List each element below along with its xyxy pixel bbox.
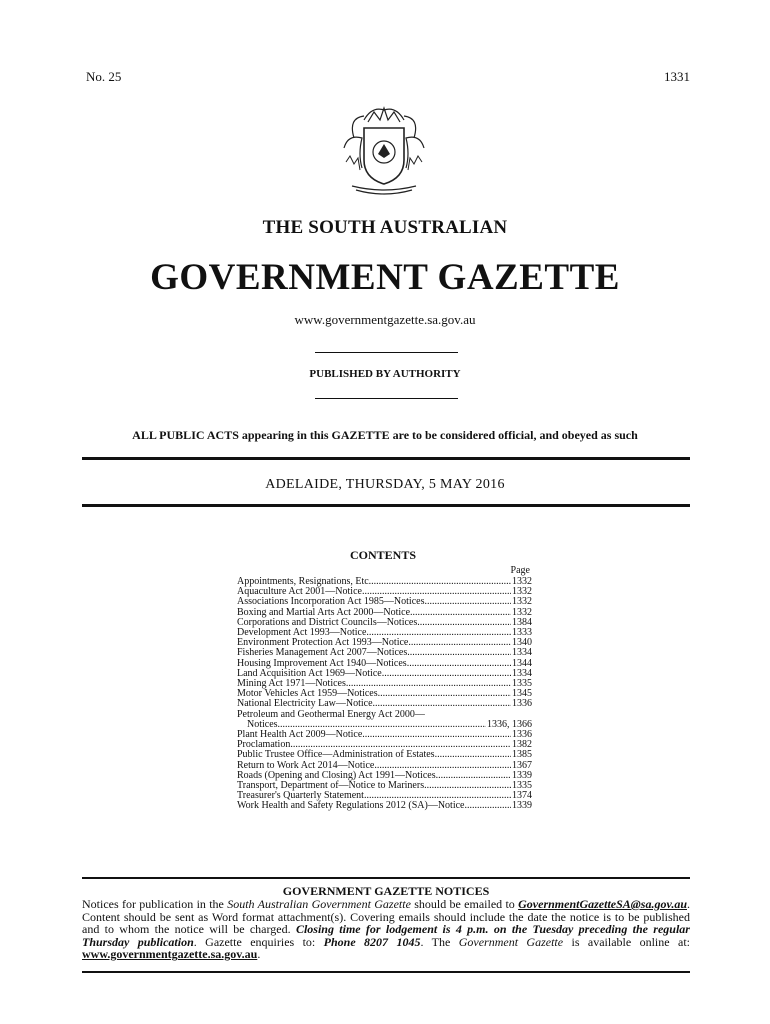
contents-item-page: 1334	[512, 667, 532, 679]
thick-divider	[82, 504, 690, 507]
contents-item-title: Motor Vehicles Act 1959—Notices	[237, 688, 378, 700]
contents-item-title: Housing Improvement Act 1940—Notices	[237, 657, 407, 669]
notices-title: GOVERNMENT GAZETTE NOTICES	[282, 884, 490, 898]
contents-item-page: 1336	[512, 698, 532, 710]
divider-rule	[315, 352, 458, 353]
phone-number: Phone 8207 1045	[323, 934, 421, 949]
contents-item-title: Corporations and District Councils—Notices	[237, 616, 418, 628]
notices-body	[82, 898, 690, 961]
contents-item-title: Mining Act 1971—Notices	[237, 678, 346, 690]
closing-time-text: Closing time for lodgement is 4 p.m. on the Tuesday preceding the regular Thursday publication	[82, 922, 690, 949]
contents-item-page: 1339	[512, 800, 532, 812]
notice-text: is available online at:	[563, 934, 690, 949]
leader-dots	[382, 669, 511, 679]
contents-item-page: 1382	[512, 739, 532, 751]
contents-item-page: 1335	[512, 780, 532, 792]
contents-item-title: Aquaculture Act 2001—Notice	[237, 586, 362, 598]
contents-item-page: 1384	[512, 616, 532, 628]
notice-text-italic: Government Gazette	[458, 934, 564, 949]
leader-dots	[424, 781, 511, 791]
leader-dots	[371, 577, 511, 587]
leader-dots	[410, 608, 511, 618]
contents-item-page: 1385	[512, 749, 532, 761]
contents-item-title: Notices	[247, 718, 278, 730]
contents-item-page: 1334	[512, 647, 532, 659]
leader-dots	[436, 771, 511, 781]
contents-item-page: 1344	[512, 657, 532, 669]
contents-item-title: National Electricity Law—Notice	[237, 698, 373, 710]
notice-text: Notices for publication in the	[82, 897, 228, 911]
notice-text: should be emailed to	[410, 897, 519, 911]
contents-item-title: Public Trustee Office—Administration of Estates	[237, 749, 435, 761]
leader-dots	[407, 659, 511, 669]
gazette-notices-box	[82, 877, 690, 973]
public-acts-statement: ALL PUBLIC ACTS appearing in this GAZETTE are to be considered official, and obeyed as such	[132, 428, 638, 442]
masthead-subtitle: THE SOUTH AUSTRALIAN	[262, 217, 508, 238]
leader-dots	[378, 689, 511, 699]
table-of-contents	[237, 577, 532, 812]
contents-item-page: 1335	[512, 678, 532, 690]
leader-dots	[408, 638, 511, 648]
contents-item-page: 1332	[512, 596, 532, 608]
contents-item-page: 1367	[512, 759, 532, 771]
contents-item-page: 1345	[512, 688, 532, 700]
thick-divider	[82, 457, 690, 460]
authority-line: PUBLISHED BY AUTHORITY	[309, 368, 461, 380]
contents-item-page: 1340	[512, 637, 532, 649]
issue-number: No. 25	[86, 69, 122, 84]
notice-text: . The	[420, 934, 459, 949]
contents-item-title: Boxing and Martial Arts Act 2000—Notice	[237, 606, 411, 618]
dateline: ADELAIDE, THURSDAY, 5 MAY 2016	[265, 477, 505, 492]
website-address: www.governmentgazette.sa.gov.au	[294, 312, 476, 327]
contents-item-title: Treasurer's Quarterly Statement	[237, 790, 364, 802]
contents-item-page: 1332	[512, 576, 532, 587]
leader-dots	[464, 801, 511, 811]
contents-item-title: Appointments, Resignations, Etc.	[237, 576, 372, 587]
contents-item-title: Proclamation	[237, 739, 291, 751]
contents-item-page: 1336, 1366	[487, 718, 532, 730]
contents-item-page: 1332	[512, 606, 532, 618]
notice-text: . Content should be sent as Word format attachment(s). Covering emails should include the date the notice is to be published and to whom the notice will be charged.	[82, 897, 690, 937]
contents-item-title: Associations Incorporation Act 1985—Notices	[237, 596, 425, 608]
masthead-title: GOVERNMENT GAZETTE	[150, 257, 620, 298]
contents-item	[237, 801, 532, 811]
contents-item-title: Work Health and Safety Regulations 2012 (SA)—Notice	[237, 800, 465, 812]
email-link[interactable]: GovernmentGazetteSA@sa.gov.au	[518, 897, 687, 911]
contents-page-label: Page	[510, 565, 530, 576]
leader-dots	[362, 730, 511, 740]
leader-dots	[407, 648, 511, 658]
contents-item-title: Environment Protection Act 1993—Notice	[237, 637, 409, 649]
contents-item-title: Transport, Department of—Notice to Mariners	[237, 780, 425, 792]
leader-dots	[424, 597, 511, 607]
contents-item-page: 1374	[512, 790, 532, 802]
contents-item-page: 1332	[512, 586, 532, 598]
contents-item-title: Plant Health Act 2009—Notice	[237, 729, 363, 741]
contents-item-title: Petroleum and Geothermal Energy Act 2000—	[237, 708, 425, 720]
contents-item-page: 1333	[512, 627, 532, 639]
contents-item-title: Roads (Opening and Closing) Act 1991—Notices	[237, 769, 436, 781]
page-number: 1331	[664, 69, 690, 84]
leader-dots	[417, 618, 511, 628]
divider-rule	[315, 398, 458, 399]
contents-item-page: 1336	[512, 729, 532, 741]
contents-item-title: Return to Work Act 2014—Notice	[237, 759, 375, 771]
contents-item-title: Land Acquisition Act 1969—Notice	[237, 667, 382, 679]
contents-heading: CONTENTS	[350, 548, 417, 562]
notice-text: .	[257, 947, 261, 962]
contents-item-title: Fisheries Management Act 2007—Notices	[237, 647, 408, 659]
coat-of-arms-icon	[334, 98, 434, 200]
notice-text: . Gazette enquiries to:	[193, 934, 324, 949]
leader-dots	[435, 750, 511, 760]
notice-text-italic: South Australian Government Gazette	[227, 897, 411, 911]
contents-item-page: 1339	[512, 769, 532, 781]
website-link[interactable]: www.governmentgazette.sa.gov.au	[82, 947, 258, 962]
contents-item-title: Development Act 1993—Notice	[237, 627, 367, 639]
